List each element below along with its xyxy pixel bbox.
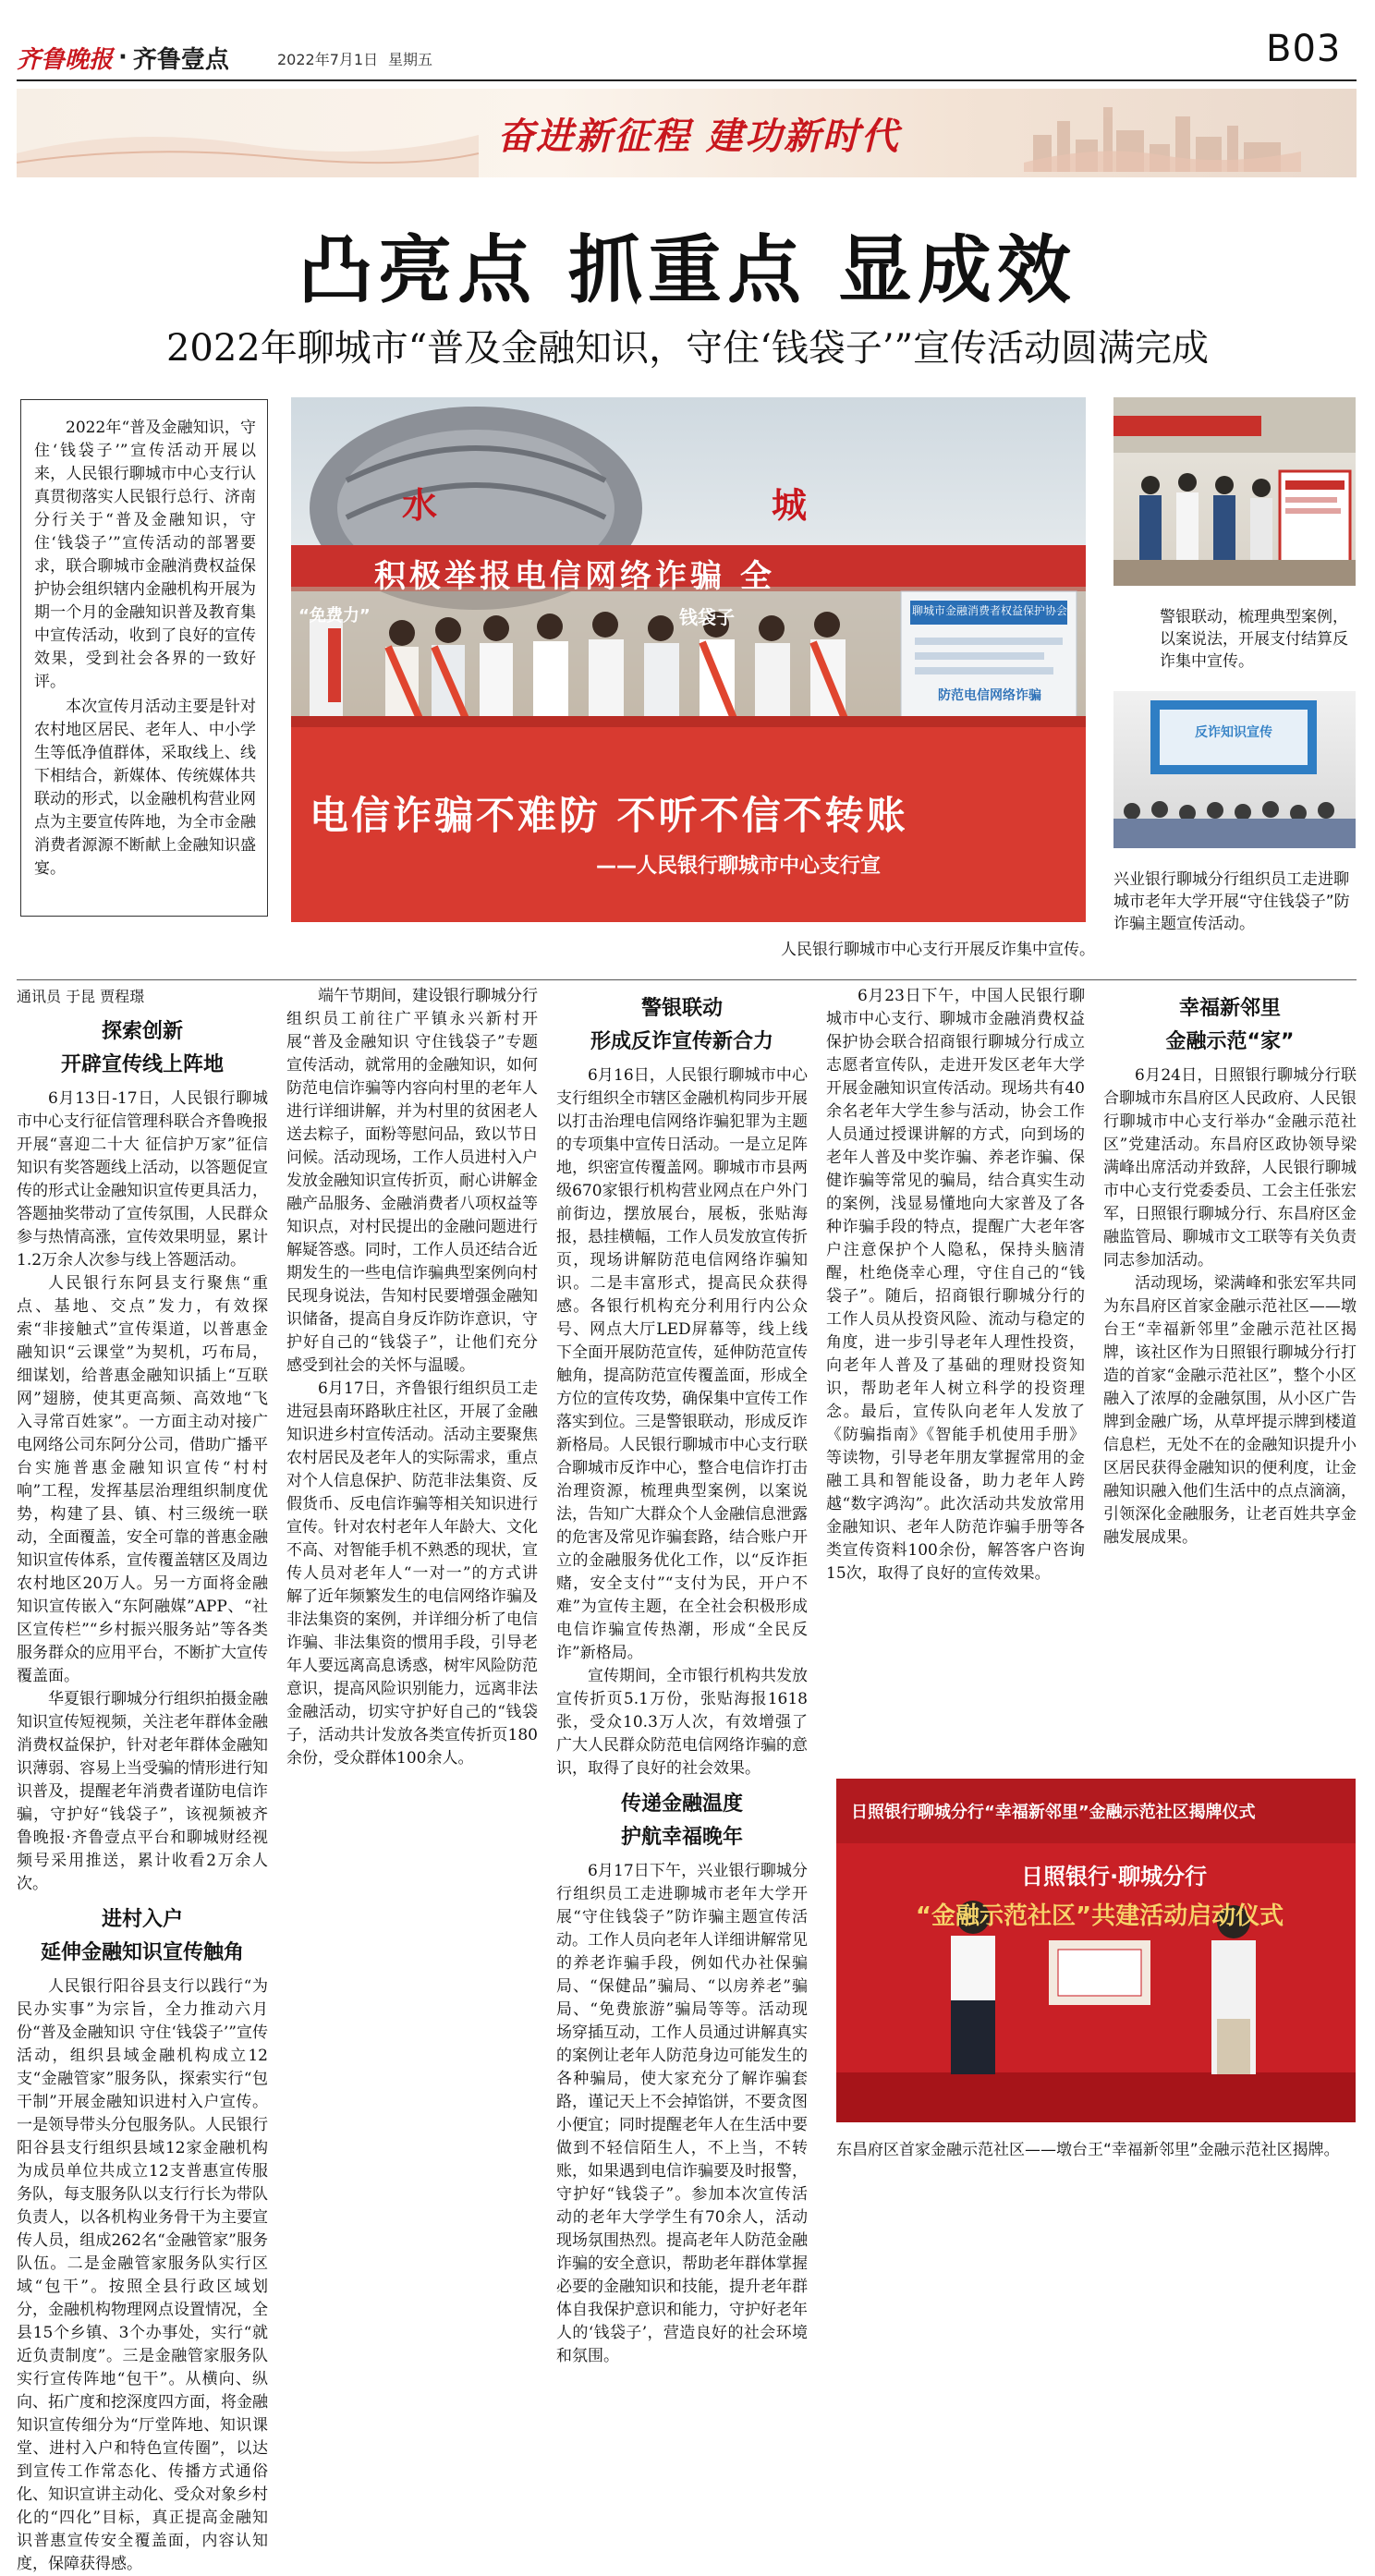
page-headline: 凸亮点 抓重点 显成效 (298, 226, 1077, 313)
side-photo-2 (1113, 691, 1356, 848)
article-byline: 通讯员 于昆 贾程璟 (17, 988, 145, 1005)
logo-separator: · (118, 43, 128, 71)
building-sign-right: 城 (772, 485, 808, 526)
section-title-village-line2: 延伸金融知识宣传触角 (40, 1941, 244, 1964)
side-photo-2-caption: 兴业银行聊城分行组织员工走进聊城市老年大学开展“守住钱袋子”防诈骗主题宣传活动。 (1113, 870, 1350, 933)
side-photo-1-caption: 警银联动，梳理典型案例，以案说法，开展支付结算反诈集中宣传。 (1160, 608, 1348, 671)
article-paragraph-6: 6月17日，齐鲁银行组织员工走进冠县南环路耿庄社区，开展了金融知识进乡村宣传活动。活动主要聚焦农村居民及老年人的实际需求，重点对个人信息保护、防范非法集资、反假货币、反电信诈骗等相关知识进行宣传。针对农村老年人年龄大、文化不高、对智能手机不熟悉的现状，宣传人员对老年人“一对一”的方式讲解了近年频繁发生的电信网络诈骗及非法集资的案例，并详细分析了电信诈骗、非法集资的惯用手段，引导老年人要远离高息诱惑，树牢风险防范意识，提高风险识别能力，远离非法金融活动，切实守护好自己的“钱袋子，活动共计发放各类宣传折页180余份，受众群体100余人。 (286, 1379, 538, 1768)
section-title-police-bank-line1: 警银联动 (640, 997, 723, 1020)
main-photo-caption: 人民银行聊城市中心支行开展反诈集中宣传。 (781, 941, 1095, 959)
section-title-innovation-line1: 探索创新 (101, 1020, 183, 1043)
bottom-photo-caption: 东昌府区首家金融示范社区——墩台王“幸福新邻里”金融示范社区揭牌。 (836, 2141, 1340, 2159)
people-group-icon (385, 612, 846, 721)
article-column-2 (286, 985, 538, 2205)
article-paragraph-11: 6月24日，日照银行聊城分行联合聊城市东昌府区人民政府、人民银行聊城市中心支行举办“金融示范社区”党建活动。东昌府区政协领导梁满峰出席活动并致辞，人民银行聊城市中心支行党委委员、工会主任张宏军，日照银行聊城分行、东昌府区金融监管局、聊城市文工联等有关负责同志参加活动。 (1103, 1066, 1357, 1270)
section-title-neighbor (1103, 992, 1357, 1059)
edition-name: 齐鲁壹点 (132, 45, 229, 74)
article-paragraph-5: 端午节期间，建设银行聊城分行组织员工前往广平镇永兴新村开展“普及金融知识 守住钱袋子”专题宣传活动，就常用的金融知识，如何防范电信诈骗等内容向村里的老年人进行详细讲解，并为村里的贫困老人送去粽子，面粉等慰问品，致以节日问候。活动现场，工作人员进村入户发放金融知识宣传折页，耐心讲解金融产品服务、金融消费者八项权益等知识点，对村民提出的金融问题进行解疑答惑。同时，工作人员还结合近期发生的一些电信诈骗典型案例向村民现身说法，告知村民要增强金融知识储备，提高自身反诈防诈意识，守护好自己的“钱袋子”，让他们充分感受到社会的关怀与温暖。 (286, 987, 538, 1375)
photo-table-banner: 电信诈骗不难防 不听不信不转账 (310, 793, 908, 838)
side-photo-2-screen-text: 反诈知识宣传 (1195, 725, 1272, 740)
side-photo-2-scene (1113, 691, 1356, 848)
poster-subtitle: 防范电信网络诈骗 (938, 688, 1041, 703)
section-title-elderly-line1: 传递金融温度 (620, 1792, 743, 1816)
masthead-logo (17, 37, 238, 78)
lead-box (20, 399, 268, 917)
article-paragraph-10: 6月23日下午，中国人民银行聊城市中心支行、聊城市金融消费权益保护协会联合招商银行聊城分行成立志愿者宣传队，走进开发区老年大学开展金融知识宣传活动。现场共有40余名老年大学生参与活动，协会工作人员通过授课讲解的方式，向到场的老年人普及中奖诈骗、养老诈骗、保健诈骗等常见的骗局，结合真实生动的案例，浅显易懂地向大家普及了各种诈骗手段的特点，提醒广大老年客户注意保护个人隐私，保持头脑清醒，杜绝侥幸心理，守住自己的“钱袋子”。随后，招商银行聊城分行的工作人员从投资风险、流动与稳定的角度，进一步引导老年人理性投资，向老年人普及了基础的理财投资知识，帮助老年人树立科学的投资理念。最后，宣传队向老年人发放了《防骗指南》《智能手机使用手册》等读物，引导老年朋友掌握常用的金融工具和智能设备，助力老年人跨越“数字鸿沟”。此次活动共发放常用金融知识、老年人防范诈骗手册等各类宣传资料100余份，解答客户咨询15次，取得了良好的宣传效果。 (826, 987, 1085, 1583)
article-paragraph-3: 华夏银行聊城分行组织拍摄金融知识宣传短视频，关注老年群体金融消费权益保护，针对老年群体金融知识薄弱、容易上当受骗的情形进行知识普及，提醒老年消费者谨防电信诈骗，守护好“钱袋子”，该视频被齐鲁晚报·齐鲁壹点平台和聊城财经视频号采用推送，累计收看2万余人次。 (17, 1690, 268, 1893)
bottom-photo-bank-name: 日照银行·聊城分行 (1021, 1864, 1208, 1889)
slogan-banner (17, 89, 1357, 177)
section-divider (17, 979, 1357, 980)
lead-paragraph-2: 本次宣传月活动主要是针对农村地区居民、老年人、中小学生等低净值群体，采取线上、线下相结合，新媒体、传统媒体共联动的形式，以金融机构营业网点为主要宣传阵地，为全市金融消费者源源不断献上金融知识盛宴。 (34, 698, 256, 878)
article-paragraph-1: 6月13日-17日，人民银行聊城市中心支行征信管理科联合齐鲁晚报开展“喜迎二十大 征信护万家”征信知识有奖答题线上活动，以答题促宣传的形式让金融知识宣传更具活力，答题抽奖带动了宣传氛围，人民群众参与热情高涨，宣传效果明显，累计1.2万余人次参与线上答题活动。 (17, 1089, 268, 1270)
article-column-5 (1103, 985, 1357, 1770)
article-paragraph-4: 人民银行阳谷县支行以践行“为民办实事”为宗旨，全力推动六月份“普及金融知识 守住‘钱袋子’”宣传活动，组织县域金融机构成立12支“金融管家”服务队，探索实行“包干制”开展金融知识进村入户宣传。一是领导带头分包服务队。人民银行阳谷县支行组织县域12家金融机构为成员单位共成立12支普惠宣传服务队，每支服务队以支行行长为带队负责人，以各机构业务骨干为主要宣传人员，组成262名“金融管家”服务队伍。二是金融管家服务队实行区域“包干”。按照全县行政区域划分，金融机构物理网点设置情况，全县15个乡镇、3个办事处，实行“就近负责制度”。三是金融管家服务队实行宣传阵地“包干”。从横向、纵向、拓广度和挖深度四方面，将金融知识宣传细分为“厅堂阵地、知识课堂、进村入户和特色宣传圈”，以达到宣传工作常态化、传播方式通俗化、知识宣讲主动化、受众对象乡村化的“四化”目标，真正提高金融知识普惠宣传安全覆盖面，内容认知度，保障获得感。 (17, 1977, 268, 2573)
building-sign-left: 水 (402, 485, 438, 526)
section-title-innovation-line2: 开辟宣传线上阵地 (60, 1053, 224, 1076)
side-photo-1 (1113, 397, 1356, 586)
banner-slogan: 奋进新征程 建功新时代 (497, 115, 900, 158)
section-title-police-bank (556, 992, 808, 1059)
photo-side-banner: 钱袋子 (679, 606, 735, 628)
section-title-elderly (556, 1788, 808, 1854)
section-title-neighbor-line2: 金融示范“家” (1165, 1030, 1295, 1053)
article-paragraph-12: 活动现场，梁满峰和张宏军共同为东昌府区首家金融示范社区——墩台王“幸福新邻里”金融示范社区揭牌，该社区作为日照银行聊城分行打造的首家“金融示范社区”，整个小区融入了浓厚的金融氛围，从小区广告牌到金融广场，从草坪提示牌到楼道信息栏，无处不在的金融知识提升小区居民获得金融知识的便利度，让金融知识融入他们生活中的点点滴滴，引领深化金融服务，让老百姓共享金融发展成果。 (1103, 1274, 1357, 1547)
article-paragraph-7: 6月16日，人民银行聊城市中心支行组织全市辖区金融机构同步开展以打击治理电信网络诈骗犯罪为主题的专项集中宣传日活动。一是立足阵地，织密宣传覆盖网。聊城市市县两级670家银行机构营业网点在户外门前街边，摆放展台，展板，张贴海报，悬挂横幅，工作人员发放宣传折页，现场讲解防范电信网络诈骗知识。二是丰富形式，提高民众获得感。各银行机构充分利用行内公众号、网点大厅LED屏幕等，线上线下全面开展防范宣传，延伸防范宣传触角，提高防范宣传覆盖面，形成全方位的宣传攻势，确保集中宣传工作落实到位。三是警银联动，形成反诈新格局。人民银行聊城市中心支行联合聊城市反诈中心，整合电信诈打击治理资源，梳理典型案例，以案说法，告知广大群众个人金融信息泄露的危害及常见诈骗套路，结合账户开立的金融服务优化工作，以“反诈拒赌，安全支付”“支付为民，开户不难”为宣传主题，在全社会积极形成电信诈骗宣传热潮，形成“全民反诈”新格局。 (556, 1066, 808, 1662)
article-column-4 (826, 985, 1085, 1770)
bottom-photo-backdrop-title: 日照银行聊城分行“幸福新邻里”金融示范社区揭牌仪式 (851, 1803, 1256, 1822)
article-paragraph-8: 宣传期间，全市银行机构共发放宣传折页5.1万份，张贴海报1618张，受众10.3万人次，有效增强了广大人民群众防范电信网络诈骗的意识，取得了良好的社会效果。 (556, 1667, 808, 1778)
header-rule (17, 79, 1357, 81)
skyline-decoration-icon (1024, 98, 1301, 172)
section-title-elderly-line2: 护航幸福晚年 (620, 1826, 743, 1849)
page-number: B03 (1266, 28, 1342, 70)
section-title-police-bank-line2: 形成反诈宣传新合力 (590, 1030, 773, 1053)
bottom-photo-scene (836, 1779, 1356, 2122)
bottom-photo (836, 1779, 1356, 2122)
page-subheadline: 2022年聊城市“普及金融知识，守住‘钱袋子’”宣传活动圆满完成 (165, 327, 1210, 370)
photo-sash-text: “免费力” (298, 606, 371, 626)
article-paragraph-2: 人民银行东阿县支行聚焦“重点、基地、交点”发力，有效探索“非接触式”宣传渠道，以普惠金融知识“云课堂”为契机，巧布局，细谋划，给普惠金融知识插上“互联网”翅膀，使其更高频、高效地“飞入寻常百姓家”。一方面主动对接广电网络公司东阿分公司，借助广播平台实施普惠金融知识宣传“村村响”工程，发挥基层治理组织制度优势，构建了县、镇、村三级统一联动，全面覆盖，安全可靠的普惠金融知识宣传体系，宣传覆盖辖区及周边农村地区20万人。另一方面将金融知识宣传嵌入“东阿融媒”APP、“社区宣传栏”“乡村振兴服务站”等各类服务群众的应用平台，不断扩大宣传覆盖面。 (17, 1274, 268, 1685)
bottom-photo-backdrop-line: “金融示范社区”共建活动启动仪式 (915, 1902, 1284, 1930)
section-title-neighbor-line1: 幸福新邻里 (1178, 997, 1281, 1020)
issue-weekday: 星期五 (388, 51, 433, 68)
article-column-3 (556, 985, 808, 2365)
section-title-village-line1: 进村入户 (101, 1908, 183, 1931)
section-title-innovation (17, 1015, 268, 1082)
section-title-village (17, 1903, 268, 1970)
main-photo (291, 397, 1086, 922)
photo-top-banner: 积极举报电信网络诈骗 全 (374, 558, 775, 595)
issue-date: 2022年7月1日 (277, 51, 379, 68)
paper-name: 齐鲁晚报 (17, 45, 114, 74)
lead-paragraph-1: 2022年“普及金融知识，守住‘钱袋子’”宣传活动开展以来，人民银行聊城市中心支行认真贯彻落实人民银行总行、济南分行关于“普及金融知识，守住‘钱袋子’”宣传活动的部署要求，联合聊城市金融消费权益保护协会组织辖内金融机构开展为期一个月的金融知识普及教育集中宣传活动，收到了良好的宣传效果，受到社会各界的一致好评。 (34, 419, 256, 691)
article-paragraph-9: 6月17日下午，兴业银行聊城分行组织员工走进聊城市老年大学开展“守住钱袋子”防诈骗主题宣传活动。工作人员向老年人详细讲解常见的养老诈骗手段，例如代办社保骗局、“保健品”骗局、“以房养老”骗局、“免费旅游”骗局等等。活动现场穿插互动，工作人员通过讲解真实的案例让老年人防范身边可能发生的各种骗局，使大家充分了解诈骗套路，谨记天上不会掉馅饼，不要贪图小便宜；同时提醒老年人在生活中要做到不轻信陌生人，不上当，不转账，如果遇到电信诈骗要及时报警，守护好“钱袋子”。参加本次宣传活动的老年大学学生有70余人，活动现场氛围热烈。提高老年人防范金融诈骗的安全意识，帮助老年群体掌握必要的金融知识和技能，提升老年群体自我保护意识和能力，守护好老年人的‘钱袋子’，营造良好的社会环境和氛围。 (556, 1862, 808, 2365)
side-photo-1-scene (1113, 397, 1356, 586)
poster-title: 聊城市金融消费者权益保护协会 (912, 604, 1068, 617)
wave-decoration-icon (17, 89, 479, 177)
photo-table-banner-sub: ——人民银行聊城市中心支行宣 (596, 855, 882, 878)
article-column-1 (17, 985, 268, 2573)
